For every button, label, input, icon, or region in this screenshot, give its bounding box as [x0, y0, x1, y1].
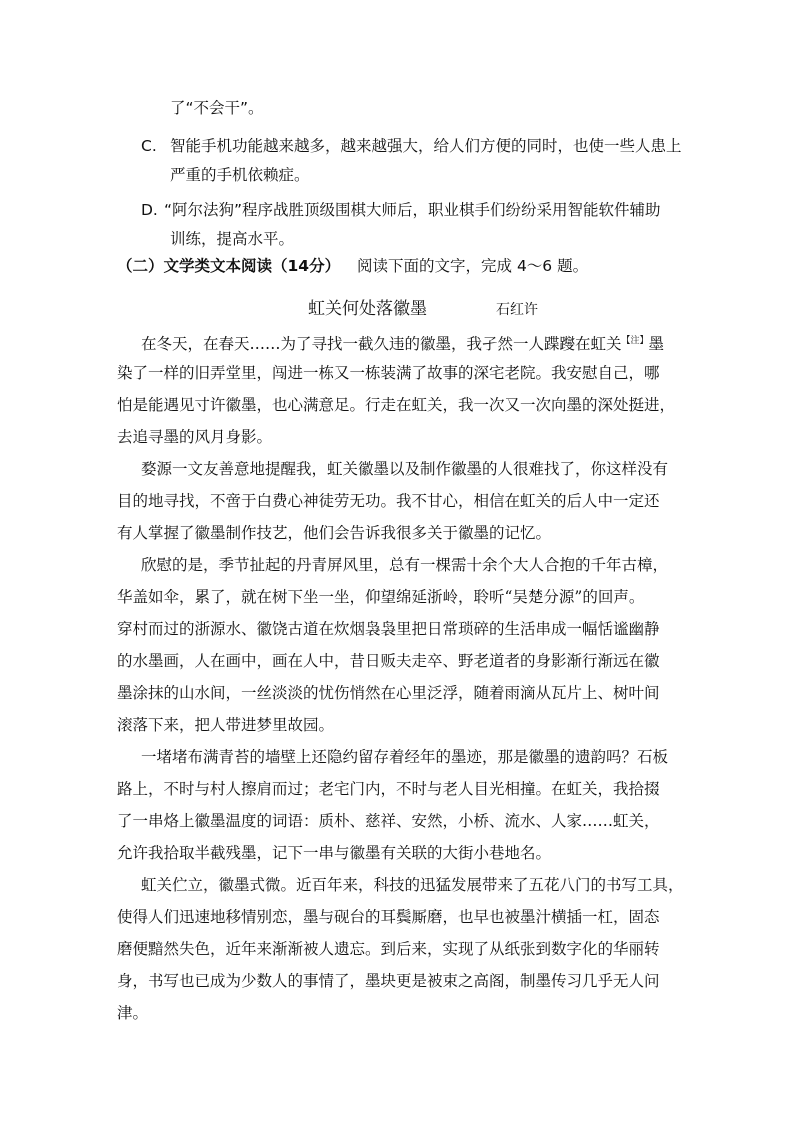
p3-line-4: 的水墨画，人在画中，画在人中，昔日贩夫走卒、野老道者的身影渐行渐远在徽 — [117, 652, 660, 670]
option-c-line-2: 严重的手机依赖症。 — [170, 166, 310, 184]
p5-line-1: 虹关伫立，徽墨式微。近百年来，科技的迅猛发展带来了五花八门的书写工具， — [141, 876, 684, 894]
p4-line-4: 允许我拾取半截残墨，记下一串与徽墨有关联的大街小巷地名。 — [117, 844, 552, 862]
article-title: 虹关何处落徽墨 — [308, 299, 427, 319]
article-author: 石红许 — [496, 302, 538, 318]
p5-line-2: 使得人们迅速地移情别恋，墨与砚台的耳鬓厮磨，也早也被墨汁横插一杠，固态 — [117, 908, 660, 926]
option-c-label: C. — [141, 137, 157, 155]
p3-line-5: 墨涂抹的山水间，一丝淡淡的忧伤悄然在心里泛浮，随着雨滴从瓦片上、树叶间 — [117, 684, 660, 702]
p1-line-1 — [141, 331, 664, 354]
p5-line-4: 身，书写也已成为少数人的事情了，墨块更是被束之高阁，制墨传习几乎无人问 — [117, 972, 660, 990]
footnote-marker: 【注】 — [621, 336, 649, 346]
option-d-line-1: “阿尔法狗”程序战胜顶级围棋大师后，职业棋手们纷纷采用智能软件辅助 — [164, 201, 661, 219]
p2-line-2: 目的地寻找，不啻于白费心神徒劳无功。我不甘心，相信在虹关的后人中一定还 — [117, 492, 660, 510]
p1-line-4: 去追寻墨的风月身影。 — [117, 428, 273, 446]
section-heading: （二）文学类文本阅读（14分） — [117, 257, 341, 275]
p3-line-3: 穿村而过的浙源水、徽饶古道在炊烟袅袅里把日常琐碎的生活串成一幅恬谧幽静 — [117, 620, 660, 638]
option-d-label: D. — [141, 201, 158, 219]
p2-line-3: 有人掌握了徽墨制作技艺，他们会告诉我很多关于徽墨的记忆。 — [117, 524, 552, 542]
section-heading-row — [117, 256, 588, 276]
p1-line-2: 染了一样的旧弄堂里，闯进一栋又一栋装满了故事的深宅老院。我安慰自己，哪 — [117, 364, 660, 382]
p1-line-1-text: 在冬天，在春天……为了寻找一截久违的徽墨，我孑然一人蹀躞在虹关 — [141, 335, 622, 353]
p5-line-5: 津。 — [117, 1004, 149, 1022]
p4-line-1: 一堵堵布满青苔的墙壁上还隐约留存着经年的墨迹，那是徽墨的遗韵吗？石板 — [141, 748, 669, 766]
p3-line-6: 滚落下来，把人带进梦里故园。 — [117, 716, 335, 734]
p3-line-1: 欣慰的是，季节扯起的丹青屏风里，总有一棵需十余个大人合抱的千年古樟， — [141, 556, 669, 574]
option-b-tail: 了“不会干”。 — [170, 99, 264, 117]
p4-line-3: 了一串烙上徽墨温度的词语：质朴、慈祥、安然，小桥、流水、人家……虹关， — [117, 812, 660, 830]
p5-line-3: 磨便黯然失色，近年来渐渐被人遗忘。到后来，实现了从纸张到数字化的华丽转 — [117, 940, 660, 958]
option-c-line-1: 智能手机功能越来越多，越来越强大，给人们方便的同时，也使一些人患上 — [170, 137, 682, 155]
option-d-line-2: 训练，提高水平。 — [170, 230, 295, 248]
p4-line-2: 路上，不时与村人擦肩而过；老宅门内，不时与老人目光相撞。在虹关，我拾掇 — [117, 780, 660, 798]
section-instruction: 阅读下面的文字，完成 4～6 题。 — [357, 257, 589, 275]
p1-line-3: 怕是能遇见寸许徽墨，也心满意足。行走在虹关，我一次又一次向墨的深处挺进， — [117, 396, 676, 414]
p2-line-1: 婺源一文友善意地提醒我，虹关徽墨以及制作徽墨的人很难找了，你这样没有 — [141, 460, 669, 478]
p1-line-1-end: 墨 — [648, 335, 665, 353]
p3-line-2: 华盖如伞，累了，就在树下坐一坐，仰望绵延浙岭，聆听“吴楚分源”的回声。 — [117, 588, 645, 606]
